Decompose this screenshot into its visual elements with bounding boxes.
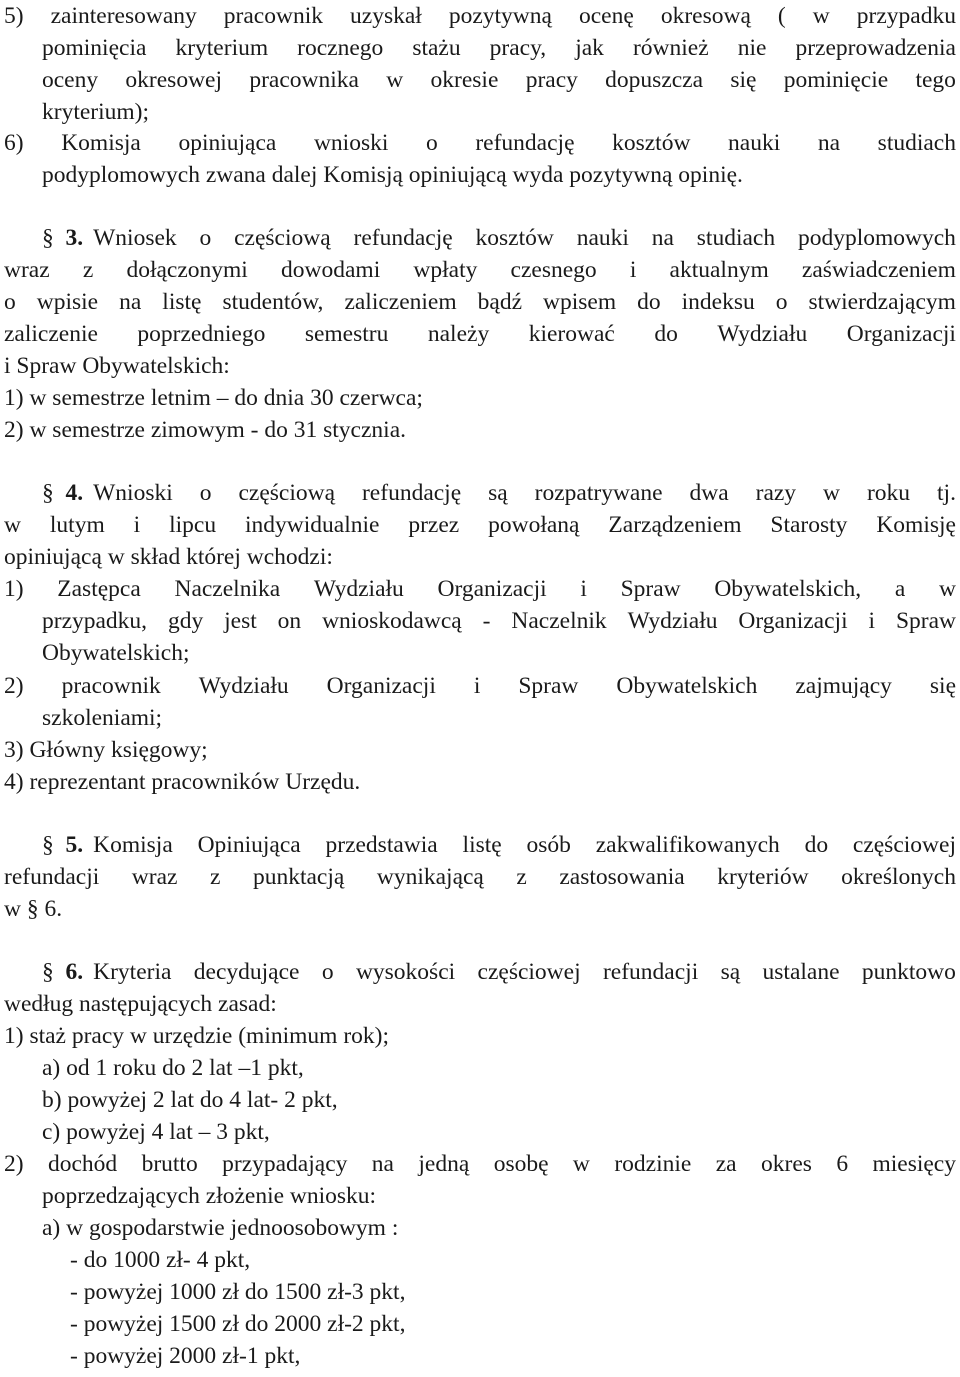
word: do (637, 289, 661, 315)
word: 6 (836, 1151, 849, 1177)
section-6-line-2: według następujących zasad: (4, 991, 277, 1017)
item-5-line-2 (42, 32, 956, 64)
word: kosztów (612, 130, 691, 156)
section-4-item-4: 4) reprezentant pracowników Urzędu. (4, 769, 361, 795)
word: Wydziału (198, 673, 289, 699)
section-3-line-1 (42, 222, 956, 254)
word: okresie (430, 67, 499, 93)
word: wnioski (313, 130, 389, 156)
word: i (473, 673, 481, 699)
word: refundacji (602, 959, 699, 985)
word: i (629, 257, 637, 283)
word: pracownika (249, 67, 359, 93)
word: pracownik (61, 673, 161, 699)
word: są (720, 959, 741, 985)
word: on (277, 608, 302, 634)
word: nauki (576, 225, 629, 251)
word: się (730, 67, 757, 93)
word: jest (224, 608, 257, 634)
word: dwa (689, 480, 729, 506)
word: refundacji (4, 864, 100, 890)
word: 1) (4, 576, 24, 602)
word: refundację (361, 480, 462, 506)
word: nie (737, 35, 767, 61)
word: na (817, 130, 841, 156)
word: zakwalifikowanych (595, 832, 780, 858)
word: do (804, 832, 829, 858)
word: dochód (47, 1151, 118, 1177)
word: jak (575, 35, 604, 61)
word: powołaną (488, 512, 580, 538)
word: 6) (4, 130, 24, 156)
word: okres (761, 1151, 812, 1177)
word: pracy (525, 67, 578, 93)
word: przeprowadzenia (795, 35, 956, 61)
word: i (868, 608, 876, 634)
word: zastosowania (559, 864, 685, 890)
word: częściowej (852, 832, 956, 858)
item-6-line-1 (4, 127, 956, 159)
word: o (4, 289, 16, 315)
section-4-line-2 (4, 509, 956, 541)
word: Wnioski (93, 480, 173, 506)
word: częściową (234, 225, 331, 251)
word: ocenę (579, 3, 634, 29)
word: Zastępca (57, 576, 141, 602)
word: pominięcie (783, 67, 889, 93)
word: Organizacji (738, 608, 848, 634)
word: wnioskodawcą (322, 608, 462, 634)
word: częściową (238, 480, 336, 506)
section-6-number: 6. (65, 959, 84, 985)
word: okresowej (125, 67, 223, 93)
word: stażu (412, 35, 461, 61)
section-5-line-1 (42, 829, 956, 861)
word: punktowo (861, 959, 956, 985)
word: w (572, 1151, 590, 1177)
word: Kryteria (93, 959, 172, 985)
word: o (321, 959, 334, 985)
word: listę (162, 289, 202, 315)
word: są (488, 480, 508, 506)
word: częściowej (477, 959, 581, 985)
word: zajmujący (795, 673, 892, 699)
section-6-sign: § (42, 959, 54, 985)
word: okresową (660, 3, 751, 29)
item-5-line-4: kryterium); (42, 99, 150, 125)
word: wpisie (36, 289, 99, 315)
section-4-item-1-line-3: Obywatelskich; (42, 640, 190, 666)
section-6-item-1-b: b) powyżej 2 lat do 4 lat- 2 pkt, (42, 1087, 338, 1113)
word: indeksu (681, 289, 755, 315)
word: kosztów (475, 225, 554, 251)
word: Starosty (770, 512, 848, 538)
section-4-item-1-line-2 (42, 605, 956, 637)
word: indywidualnie (244, 512, 380, 538)
section-6-item-2-a-2: - powyżej 1000 zł do 1500 zł-3 pkt, (70, 1279, 406, 1305)
word: z (82, 257, 94, 283)
word: o (199, 225, 212, 251)
word: roku (866, 480, 911, 506)
word: nauki (728, 130, 781, 156)
word: miesięcy (872, 1151, 956, 1177)
word: pominięcia (42, 35, 147, 61)
word: - (482, 608, 491, 634)
section-6-item-2-a-3: - powyżej 1500 zł do 2000 zł-2 pkt, (70, 1311, 406, 1337)
word: listę (462, 832, 502, 858)
word: Spraw (895, 608, 956, 634)
word: zaświadczeniem (801, 257, 956, 283)
word: stwierdzającym (808, 289, 956, 315)
word: pracy, (489, 35, 547, 61)
word: wpisem (543, 289, 617, 315)
word: określonych (841, 864, 956, 890)
word: na (651, 225, 674, 251)
word: Obywatelskich, (714, 576, 862, 602)
section-3-sign: § (42, 225, 54, 251)
section-4-heading-text (93, 477, 956, 509)
word: się (929, 673, 956, 699)
word: w (938, 576, 956, 602)
word: Naczelnika (174, 576, 281, 602)
word: Komisja (93, 832, 173, 858)
word: rodzinie (614, 1151, 692, 1177)
word: o (425, 130, 438, 156)
word: Wydziału (313, 576, 404, 602)
word: tj. (937, 480, 956, 506)
section-6-item-2-line-1 (4, 1148, 956, 1180)
word: Obywatelskich (616, 673, 758, 699)
section-5-number: 5. (65, 832, 84, 858)
word: dołączonymi (126, 257, 248, 283)
section-3-line-3 (4, 286, 956, 318)
word: przypadku, (42, 608, 148, 634)
word: Zarządzeniem (608, 512, 742, 538)
word: Wydziału (717, 321, 808, 347)
word: na (371, 1151, 394, 1177)
section-6-item-1-c: c) powyżej 4 lat – 3 pkt, (42, 1119, 270, 1145)
word: kryterium (175, 35, 269, 61)
word: kierować (528, 321, 615, 347)
word: Opiniująca (197, 832, 301, 858)
word: opiniująca (178, 130, 277, 156)
section-5-heading-text (93, 829, 956, 861)
section-6-item-2-a-1: - do 1000 zł- 4 pkt, (70, 1247, 251, 1273)
word: Naczelnik (511, 608, 607, 634)
word: i (133, 512, 141, 538)
word: lutym (49, 512, 105, 538)
word: wysokości (355, 959, 456, 985)
word: przedstawia (325, 832, 438, 858)
word: lipcu (169, 512, 217, 538)
section-4-sign: § (42, 480, 54, 506)
section-4-item-3: 3) Główny księgowy; (4, 737, 208, 763)
word: refundację (475, 130, 575, 156)
section-6-item-2-line-2: poprzedzających złożenie wniosku: (42, 1183, 377, 1209)
word: semestru (304, 321, 389, 347)
section-5-sign: § (42, 832, 54, 858)
word: na (119, 289, 142, 315)
word: dowodami (281, 257, 381, 283)
word: Wydziału (627, 608, 718, 634)
section-6-item-1-a: a) od 1 roku do 2 lat –1 pkt, (42, 1055, 304, 1081)
word: zaliczenie (4, 321, 98, 347)
word: i (580, 576, 587, 602)
word: studiach (877, 130, 956, 156)
section-5-line-2 (4, 861, 956, 893)
word: jedną (418, 1151, 470, 1177)
word: Organizacji (846, 321, 956, 347)
section-3-item-1: 1) w semestrze letnim – do dnia 30 czerwca; (4, 385, 423, 411)
word: ( (777, 3, 786, 29)
word: refundację (353, 225, 453, 251)
word: studiach (696, 225, 776, 251)
word: z (210, 864, 221, 890)
word: oceny (42, 67, 99, 93)
word: ustalane (762, 959, 840, 985)
word: przypadku (856, 3, 956, 29)
word: w (4, 512, 21, 538)
word: rocznego (297, 35, 384, 61)
word: Komisję (876, 512, 956, 538)
section-4-item-2-line-1 (4, 670, 956, 702)
word: o (199, 480, 212, 506)
word: pracownik (223, 3, 323, 29)
section-6-line-1 (42, 956, 956, 988)
section-3-heading-text (93, 222, 956, 254)
word: 2) (4, 673, 24, 699)
word: 5) (4, 3, 24, 29)
word: razy (755, 480, 797, 506)
section-5-line-3: w § 6. (4, 896, 63, 922)
word: w (812, 3, 830, 29)
word: do (654, 321, 678, 347)
word: dopuszcza (605, 67, 704, 93)
word: przez (408, 512, 460, 538)
word: pozytywną (448, 3, 552, 29)
word: osobę (493, 1151, 549, 1177)
word: brutto (141, 1151, 198, 1177)
section-3-line-4 (4, 318, 956, 350)
word: wraz (4, 257, 50, 283)
word: tego (915, 67, 956, 93)
section-6-item-2-a-4: - powyżej 2000 zł-1 pkt, (70, 1343, 301, 1369)
word: o (775, 289, 788, 315)
section-4-item-2-line-2: szkoleniami; (42, 705, 163, 731)
word: kryteriów (717, 864, 809, 890)
section-6-heading-text (93, 956, 956, 988)
item-5-line-3 (42, 64, 956, 96)
section-3-number: 3. (65, 225, 84, 251)
word: aktualnym (669, 257, 769, 283)
section-6-item-2-a: a) w gospodarstwie jednoosobowym : (42, 1215, 399, 1241)
word: wynikającą (376, 864, 484, 890)
word: Spraw (620, 576, 681, 602)
word: Organizacji (437, 576, 547, 602)
word: decydujące (193, 959, 300, 985)
item-6-line-2: podyplomowych zwana dalej Komisją opiniującą wyda pozytywną opinię. (42, 162, 743, 188)
word: czesnego (510, 257, 597, 283)
word: za (715, 1151, 737, 1177)
word: punktacją (252, 864, 345, 890)
word: przypadający (222, 1151, 348, 1177)
word: 2) (4, 1151, 24, 1177)
word: rozpatrywane (534, 480, 663, 506)
word: wpłaty (413, 257, 478, 283)
word: Organizacji (326, 673, 436, 699)
word: zainteresowany (50, 3, 197, 29)
word: Spraw (518, 673, 579, 699)
section-3-line-2 (4, 254, 956, 286)
section-4-number: 4. (65, 480, 84, 506)
section-4-line-1 (42, 477, 956, 509)
section-3-item-2: 2) w semestrze zimowym - do 31 stycznia. (4, 417, 407, 443)
word: poprzedniego (137, 321, 266, 347)
word: z (516, 864, 527, 890)
section-6-item-1: 1) staż pracy w urzędzie (minimum rok); (4, 1023, 389, 1049)
word: wraz (131, 864, 178, 890)
word: a (894, 576, 906, 602)
word: podyplomowych (797, 225, 956, 251)
word: również (632, 35, 709, 61)
section-3-line-5: i Spraw Obywatelskich: (4, 353, 230, 379)
word: należy (427, 321, 490, 347)
word: Wniosek (93, 225, 177, 251)
item-5-line-1 (4, 0, 956, 32)
word: bądź (477, 289, 523, 315)
word: uzyskał (350, 3, 422, 29)
word: osób (526, 832, 571, 858)
word: w (823, 480, 841, 506)
word: w (386, 67, 404, 93)
section-4-item-1-line-1 (4, 573, 956, 605)
word: studentów, (222, 289, 324, 315)
section-4-line-3: opiniującą w skład której wchodzi: (4, 544, 333, 570)
word: Komisja (61, 130, 141, 156)
word: zaliczeniem (344, 289, 457, 315)
word: gdy (167, 608, 204, 634)
